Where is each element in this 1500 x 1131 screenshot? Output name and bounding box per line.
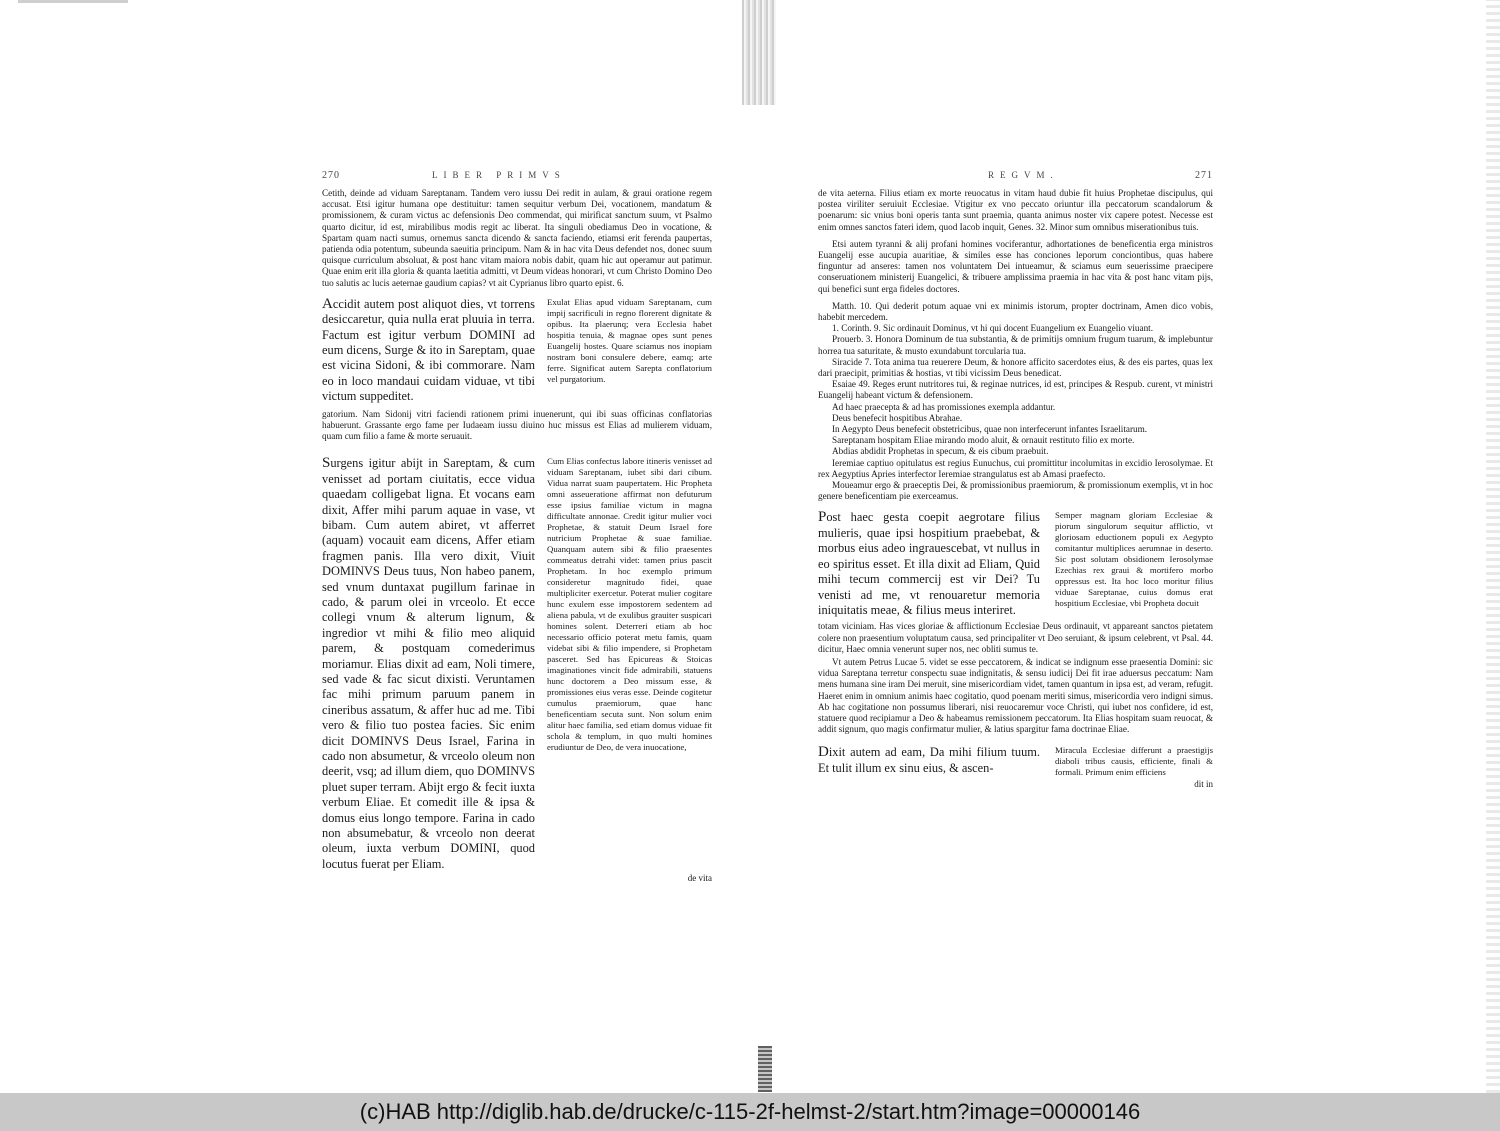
- marginal-commentary: Semper magnam gloriam Ecclesiae & piorum singulorum sequitur afflictio, vt gloriosam eductionem populi ex Aegypto comitantur multiplices aerumnae in deserto. Sic post solutam obsidionem Ierosolymae Ezechias rex graui & mortifero morbo oppressus est. Ita hoc loco moritur filius viduae Sareptanae, cuius domus erat hospitium Ecclesiae, vbi Propheta docuit: [1055, 510, 1213, 609]
- spine-mark: [758, 1046, 772, 1092]
- scripture-text: Accidit autem post aliquot dies, vt torrens desiccaretur, quia nulla erat pluuia in terra. Factum est igitur verbum DOMINI ad eum dicens, Surge & ito in Sareptam, quae est vicina Sidoni, & ibi commorare. Nam eo in loco mandaui cuidam viduae, vt tibi victum suppeditet.: [322, 295, 535, 404]
- attribution-text: (c)HAB http://diglib.hab.de/drucke/c-115-2f-helmst-2/start.htm?image=00000146: [359, 1099, 1141, 1124]
- citation: Prouerb. 3. Honora Dominum de tua substantia, & de primitijs omnium frugum tuarum, & implebuntur horrea tua saturitate, & musto exundabunt torcularia tua.: [818, 334, 1213, 356]
- running-title: REGVM.: [988, 170, 1059, 180]
- page-number: 271: [1195, 170, 1213, 181]
- scripture-text: Dixit autem ad eam, Da mihi filium tuum. Et tulit illum ex sinu eius, & ascen-: [818, 744, 1040, 775]
- scripture-text: Post haec gesta coepit aegrotare filius mulieris, quae ipsi hospitium praebebat, & morbus eius adeo ingrauescebat, vt nullus in eo spiritus esset. Et illa dixit ad Eliam, Quid mihi tecum commercij est vir Dei? Tu venisti ad me, vt renouaretur memoria iniquitatis meae, & filius meus interiret.: [818, 509, 1040, 617]
- page-number: 270: [322, 170, 340, 181]
- marginal-commentary: Exulat Elias apud viduam Sareptanam, cum impij sacrificuli in regno florerent dignitate & opibus. Ita plaerunq; vera Ecclesia habet hospitia tenuia, & magnae opes sunt penes Euangelij hostes. Quare sciamus nos inopiam nostram boni consulere debere, eamq; arte ferre. Significat autem Sarepta conflatorium vel purgatorium.: [547, 296, 712, 384]
- citation: Ieremiae captiuo opitulatus est regius Eunuchus, cui promittitur incolumitas in excidio Ierosolymae. Et rex Aegyptius Apries interfector Ieremiae strangulatus est ab Amasi praefecto.: [818, 457, 1213, 479]
- citation: 1. Corinth. 9. Sic ordinauit Dominus, vt hi qui docent Euangelium ex Euangelio viuant.: [832, 323, 1154, 334]
- book-gutter: [742, 0, 776, 105]
- citation: Siracide 7. Tota anima tua reuerere Deum, & honore afficito sacerdotes eius, & des eis partes, quas lex dari praecipit, primitias & hostias, vt tibi vicissim Deus benedicat.: [818, 356, 1213, 379]
- text-block: [322, 456, 712, 872]
- citation: Matth. 10. Qui dederit potum aquae vni ex minimis istorum, propter doctrinam, Amen dico vobis, habebit mercedem.: [818, 300, 1213, 323]
- citation: Sareptanam hospitam Eliae mirando modo aluit, & ornauit restituto filio ex morte.: [832, 435, 1135, 446]
- commentary-paragraph: de vita aeterna. Filius etiam ex morte reuocatus in vitam haud dubie fit huius Prophetae discipulus, qui postea viriliter seruiuit Ecclesiae. Vtigitur ex vno peccato oriuntur illa peccatorum scandalorum & poenarum: sic vnius boni operis tanta sunt praemia, quanta animus noster vix capere potest. Necesse est enim omnes sanctos fateri idem, quod Iacob inquit, Genes. 32. Minor sum omnibus miserationibus tuis.: [818, 188, 1213, 232]
- citation: In Aegypto Deus benefecit obstetricibus, quae non interfecerunt infantes Israelitarum.: [832, 424, 1148, 435]
- commentary-paragraph: Vt autem Petrus Lucae 5. videt se esse peccatorem, & indicat se indignum esse praesentia Domini: sic vidua Sareptana terretur conspectu suae indignitatis, & sensu iudicij Dei fit irae aduersus peccatum: Nam mens humana sine iram Dei meruit, sine misericordiam videt, tamen quantum in ipsa est, ad veram, refugit. Haeret enim in omnium animis haec cogitatio, quod poenam meriti simus, misericordia vero indigni simus. Ab hac cogitatione non possumus liberari, nisi reuocaremur voce Christi, qui iubet nos confidere, id est, statuere quod recipiamur a Deo & habeamus remissionem peccatorum. Ita Elias hospitam suam reuocat, & addit signum, quo magis confirmatur mulier, & latius spargitur fama doctrinae Eliae.: [818, 656, 1213, 735]
- commentary-continuation: gatorium. Nam Sidonij vitri faciendi rationem primi inuenerunt, qui ibi suas officinas conflatorias habuerunt. Grassante ergo fame per Iudaeam iussu diuino huc missus est Elias ad mulierem viduam, quam cum filio a fame & morte seruauit.: [322, 408, 712, 442]
- running-head: [818, 170, 1213, 186]
- marginal-commentary: Miracula Ecclesiae differunt a praestigijs diaboli tribus causis, efficiente, finali & formali. Primum enim efficiens: [1055, 745, 1213, 778]
- running-head: [322, 170, 712, 186]
- text-block: [818, 745, 1213, 778]
- page-edge: [1486, 0, 1500, 1093]
- marginal-commentary: Cum Elias confectus labore itineris venisset ad viduam Sareptanam, iubet sibi dari cibum. Vidua narrat suam paupertatem. Hic Propheta omni asseueratione affirmat non defuturum esse ipsius familiae victum in magna difficultate annonae. Credit igitur mulier voci Prophetae, & statuit Deum Israel fore nutricium Prophetae & suae familiae. Quanquam autem sibi & filio praesentes commeatus detrahi videt: tamen prius pascit Prophetam. In hoc exemplo primum consideretur magnitudo fidei, quae multipliciter exercetur. Poterat mulier cogitare hunc exulem esse impostorem sedentem ad aliena pabula, vt de exulibus grauiter suspicari homines solent. Deterreri etiam ab hoc necessario officio poterat metu famis, quam videbat sibi & filio impendere, si Prophetam pasceret. Sed has Epicureas & Stoicas imaginationes vincit fide admirabili, statuens hunc doctorem a Deo missum esse, & promissiones eius veras esse. Deinde cogitetur cumulus praemiorum, quae hanc beneficentiam secuta sunt. Non solum enim alitur haec familia, sed etiam domus viduae fit schola & templum, in quo multi homines erudiuntur de Deo, de vera inuocatione,: [547, 456, 712, 753]
- commentary-paragraph: Etsi autem tyranni & alij profani homines vociferantur, adhortationes de beneficentia erga ministros Euangelij esse aucupia auaritiae, & similes esse has conciones leporum conciontibus, quas habere finguntur ad anseres: tamen nos voluntatem Dei intueamur, & sciamus eum seuerissime praecipere conseruationem ministerij Euangelici, & tribuere amplissima praemia in hac vita & post hanc vitam pijs, qui benefici sunt erga fideles doctores.: [818, 238, 1213, 294]
- citation-list: [818, 301, 1213, 503]
- scan-edge-mark: [18, 0, 128, 3]
- text-block: [818, 510, 1213, 618]
- catchword: dit in: [1194, 779, 1213, 790]
- citation: Esaiae 49. Reges erunt nutritores tui, & reginae nutrices, id est, principes & Respub. curent, vt ministri Euangelij habeant victum & defensionem.: [818, 379, 1213, 401]
- catchword: de vita: [687, 873, 712, 884]
- citation: Abdias abdidit Prophetas in specum, & eis cibum praebuit.: [832, 446, 1049, 457]
- left-page: [322, 170, 712, 883]
- running-title: LIBER PRIMVS: [432, 170, 566, 180]
- scripture-text: Surgens igitur abijt in Sareptam, & cum venisset ad portam ciuitatis, ecce vidua quaedam colligebat ligna. Et vocans eam dixit, Affer mihi parum aquae in vase, vt bibam. Cum autem abiret, vt afferret (aquam) vocauit eam dicens, Affer etiam fragmen panis. Illa vero dixit, Viuit DOMINVS Deus tuus, Non habeo panem, sed vnum duntaxat pugillum farinae in cado, & parum olei in vrceolo. Et ecce collegi vnum & alterum lignum, & ingredior vt mihi & filio meo aliquid parem, & postquam comederimus moriamur. Elias dixit ad eam, Noli timere, sed vade & fac sicut dixisti. Veruntamen fac mihi primum paruum panem in cineribus assatum, & affer huc ad me. Tibi vero & filio tuo postea facies. Sic enim dicit DOMINVS Deus Israel, Farina in cado non absumetur, & vrceolo oleum non deerit, vsq; ad illum diem, quo DOMINVS pluet super terram. Abijt ergo & fecit iuxta verbum Eliae. Et comedit ille & ipsa & domus eius longo tempore. Farina in cado non absumebatur, & vrceolo non deerat oleum, iuxta verbum DOMINI, quod locutus fuerat per Eliam.: [322, 455, 535, 871]
- citation: Deus benefecit hospitibus Abrahae.: [832, 412, 963, 423]
- commentary-paragraph: Cetith, deinde ad viduam Sareptanam. Tandem vero iussu Dei redit in aulam, & graui oratione regem accusat. Etsi igitur humana ope destituitur: tamen sequitur verbum Dei, vocationem, mandatum & promissionem, & curam victus ac defensionis Deo commendat, qui mirificat sanctum suum, vt Psalmo quarto dicitur, id est, mirabilibus modis regit ac liberat. Ita singuli obediamus Deo in vocatione, & Spartam quam nacti sumus, ornemus sancta dicendo & sancta faciendo, etiamsi erit ferenda paupertas, patienda odia potentum, subeunda saeuitia principum. Nam & in hac vita Deus defendet nos, donec suum quisque curriculum absoluat, & post hanc vitam maiora nobis dabit, quam hic aut operamur aut patimur. Quae enim erit illa gloria & quanta laetitia admitti, vt Deum videas honorari, vt cum Christo Domino Deo tuo salutis ac lucis aeternae gaudium capias? vt ait Cyprianus libro quarto epist. 6.: [322, 188, 712, 288]
- text-block: [322, 297, 712, 405]
- commentary-continuation: totam viciniam. Has vices gloriae & afflictionum Ecclesiae Deus ordinauit, vt appareant sanctos pietatem colere non praesentium voluptatum causa, sed principaliter vt Deo seruiant, & ipsum celebrent, vt Psal. 44. dicitur, Haec omnia venerunt super nos, nec obliti sumus te.: [818, 621, 1213, 654]
- citation: Ad haec praecepta & ad has promissiones exempla addantur.: [832, 401, 1056, 412]
- citation: Moueamur ergo & praeceptis Dei, & promissionibus praemiorum, & promissionum exemplis, vt in hoc genere beneficentiam pie exerceamus.: [818, 480, 1213, 502]
- right-page: [818, 170, 1213, 789]
